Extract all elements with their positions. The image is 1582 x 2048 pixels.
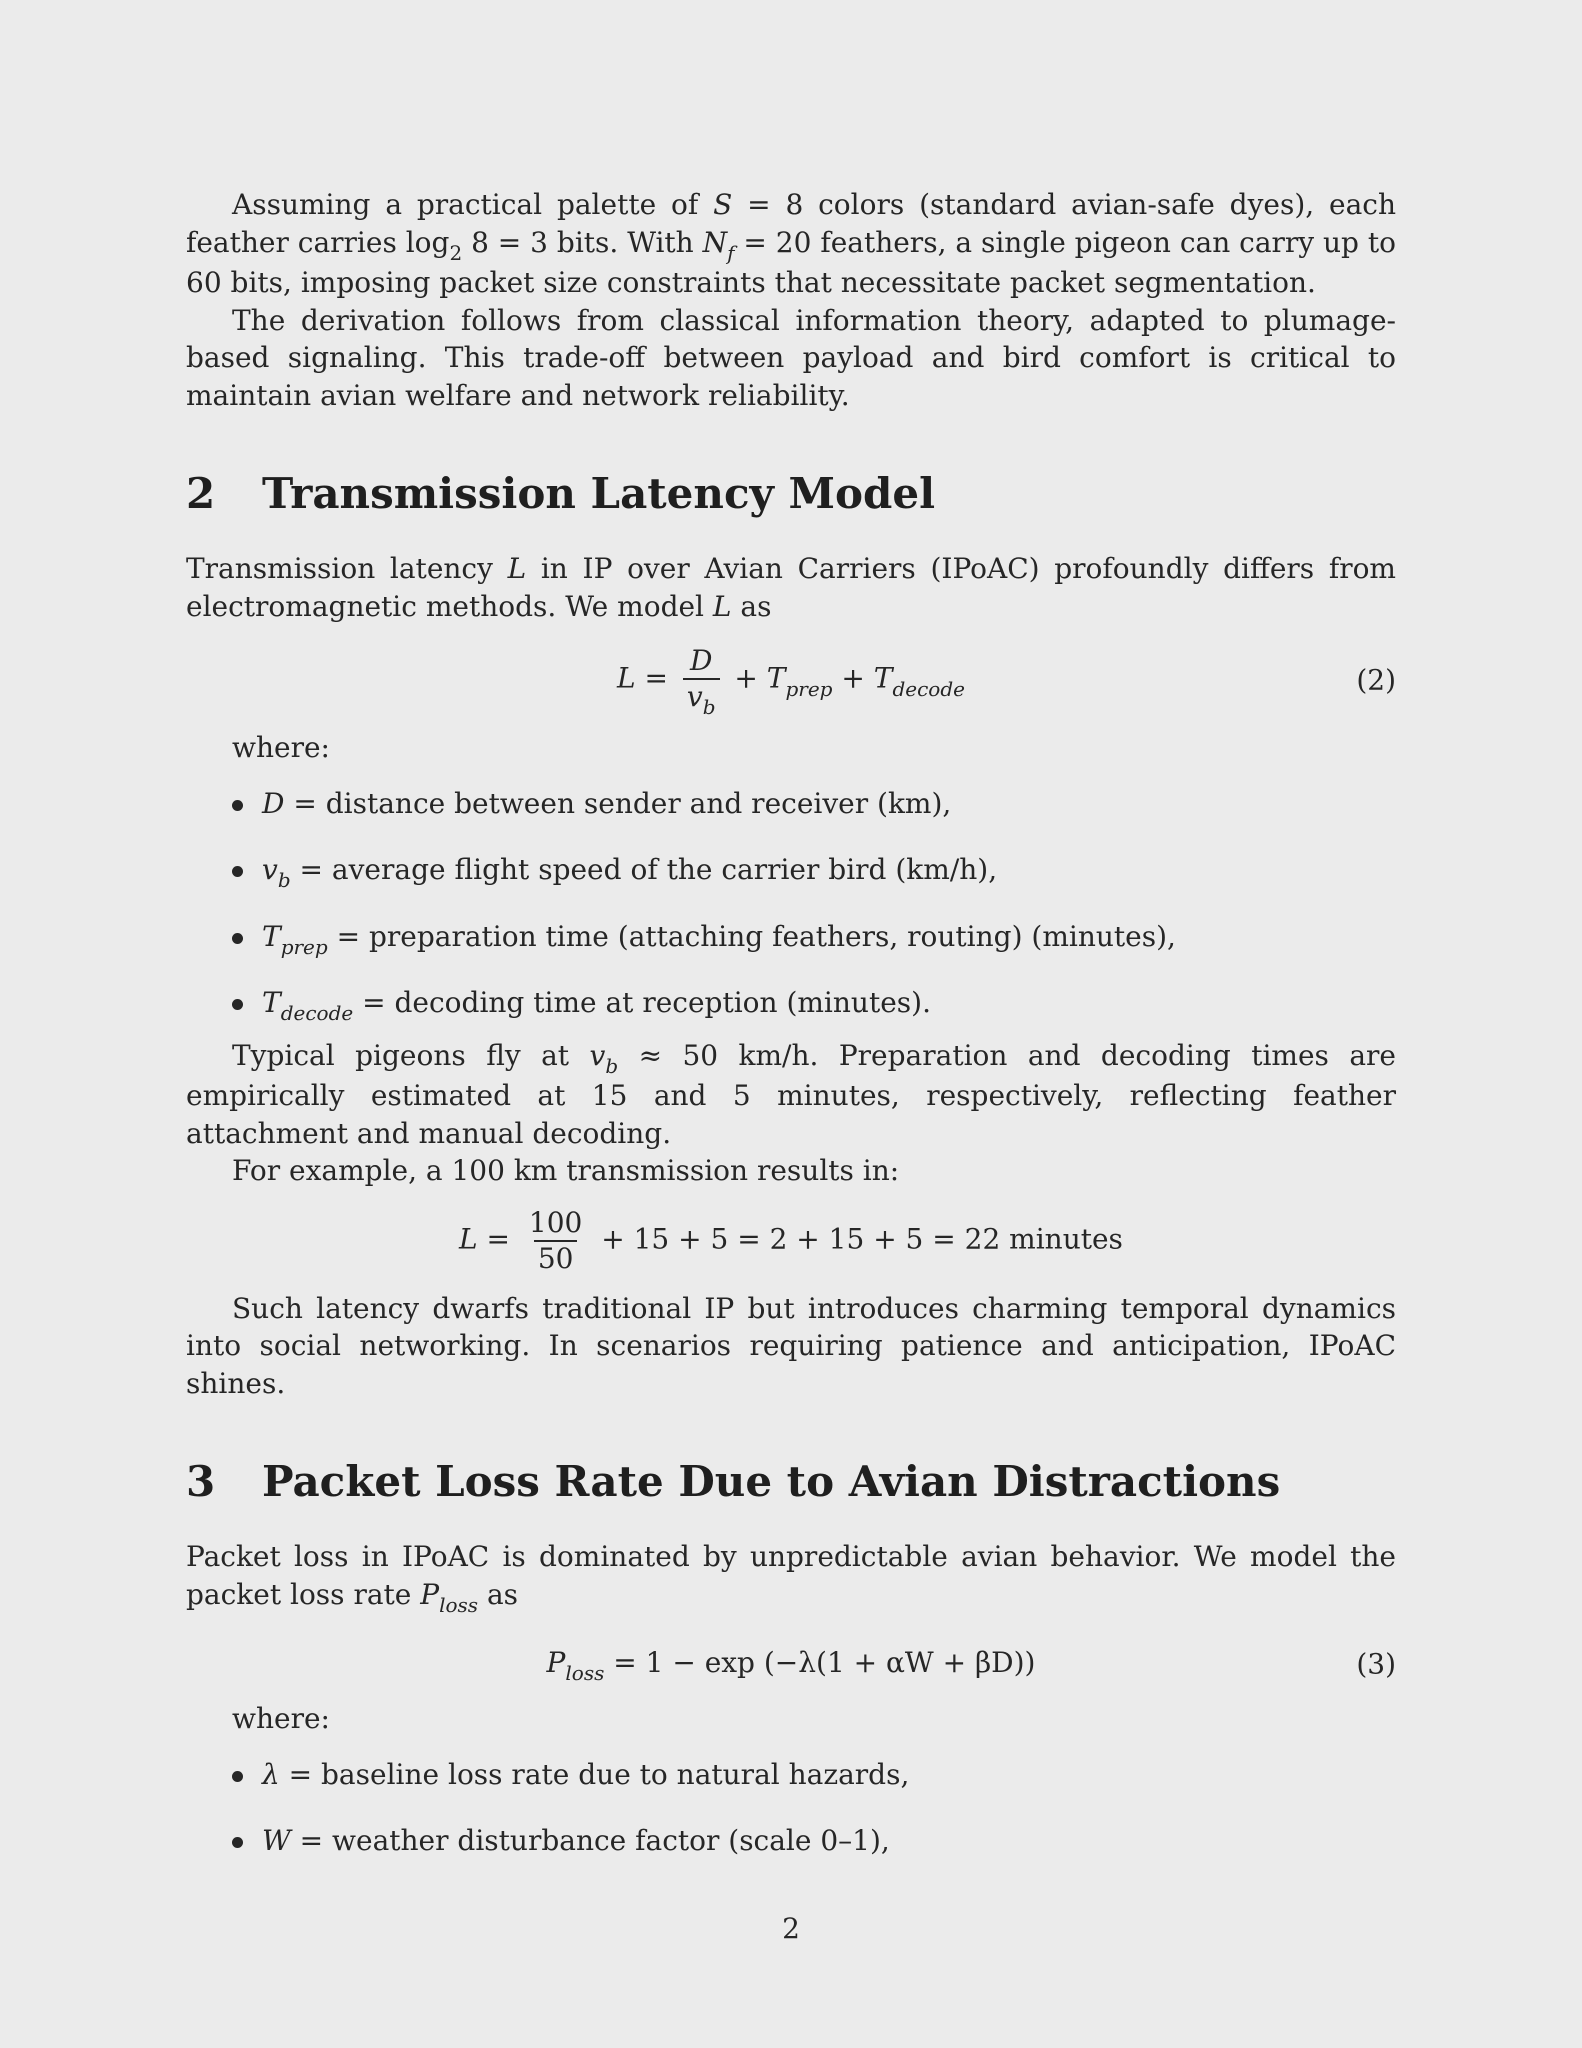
bullet-icon — [232, 866, 243, 877]
where-label: where: — [232, 731, 330, 764]
fraction-d-over-vb: $\frac{D}{v_b}$ — [683, 644, 720, 716]
section-2-paragraph-1: Transmission latency L in IP over Avian Carriers (IPoAC) profoundly differs from electromagnetic methods. We model L as — [186, 552, 1396, 623]
equation-3: $P_{loss} = 1 - \exp (-\lambda(1 + \alpha W + \beta D))$ (3) — [546, 1645, 1396, 1685]
bullet-icon — [232, 1771, 243, 1782]
example-calculation: L = $\frac{100}{50}$ + 15 + 5 = 2 + 15 + 5 = 22 minutes — [459, 1205, 1123, 1275]
where-label: where: — [232, 1702, 330, 1735]
bullet-icon — [232, 1837, 243, 1848]
list-item: W = weather disturbance factor (scale 0–1), — [186, 1822, 1396, 1863]
page-content — [186, 186, 1396, 1863]
fraction-100-over-50: $\frac{100}{50}$ — [528, 1205, 583, 1275]
list-item: $T_{decode}$ = decoding time at reception (minutes). — [186, 984, 1396, 1025]
list-item: D = distance between sender and receiver (km), — [186, 785, 1396, 826]
equation-number: (3) — [1356, 1647, 1396, 1681]
intro-paragraph-2: The derivation follows from classical information theory, adapted to plumage-based signaling. This trade-off between payload and bird comfort is critical to maintain avian welfare and network reliability. — [186, 303, 1396, 412]
list-item: λ = baseline loss rate due to natural hazards, — [186, 1756, 1396, 1797]
bullet-icon — [232, 999, 243, 1010]
section-2-paragraph-3: For example, a 100 km transmission results in: — [232, 1154, 900, 1187]
section-2-paragraph-4: Such latency dwarfs traditional IP but introduces charming temporal dynamics into social networking. In scenarios requiring patience and anticipation, IPoAC shines. — [186, 1291, 1396, 1400]
bullet-icon — [232, 800, 243, 811]
variable-list — [186, 785, 1396, 1025]
list-item: $v_b$ = average flight speed of the carrier bird (km/h), — [186, 851, 1396, 892]
bullet-icon — [232, 933, 243, 944]
list-item: $T_{prep}$ = preparation time (attaching feathers, routing) (minutes), — [186, 918, 1396, 959]
equation-number: (2) — [1356, 663, 1396, 697]
section-3-heading: 3 Packet Loss Rate Due to Avian Distractions — [186, 1457, 1281, 1506]
page-number: 2 — [782, 1912, 800, 1945]
equation-2: L = $\frac{D}{v_b}$ + $T_{prep} + T_{decode}$ (2) — [617, 644, 1396, 719]
parameter-list — [186, 1756, 1396, 1863]
intro-paragraph-1: Assuming a practical palette of S = 8 colors (standard avian-safe dyes), each feather carries $\log_2 8 = 3$ bits. With $N_f = 20$ feathers, a single pigeon can carry up to 60 bits, imposing packet size constraints that necessitate packet segmentation. — [186, 188, 1396, 299]
section-2-heading: 2 Transmission Latency Model — [186, 469, 936, 518]
section-3-paragraph-1: Packet loss in IPoAC is dominated by unpredictable avian behavior. We model the packet loss rate $P_{loss}$ as — [186, 1540, 1396, 1617]
section-2-paragraph-2: Typical pigeons fly at $v_b \approx 50$ km/h. Preparation and decoding times are empirically estimated at 15 and 5 minutes, respectively, reflecting feather attachment and manual decoding. — [186, 1038, 1396, 1150]
